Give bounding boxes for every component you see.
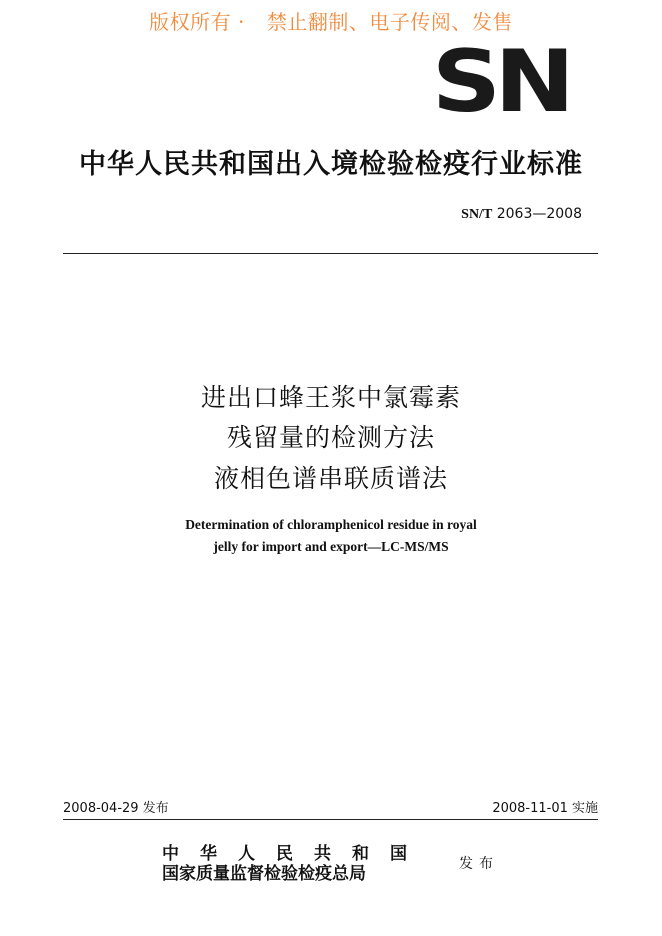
title-en-line-2: jelly for import and export—LC-MS/MS [213, 539, 449, 554]
issuer-line-1: 中华人民共和国 [162, 844, 428, 864]
sn-logo: SN [431, 32, 569, 132]
copyright-text-2: 禁止翻制、电子传阅、发售 [266, 10, 513, 34]
implementation-date: 2008-11-01 实施 [492, 801, 598, 816]
issuing-authorities [162, 844, 444, 884]
title-zh-line-1: 进出口蜂王浆中氯霉素 [200, 383, 461, 412]
standard-number [400, 206, 582, 223]
industry-standard-title: 中华人民共和国出入境检验检疫行业标准 [79, 149, 583, 180]
title-zh-line-2: 残留量的检测方法 [226, 423, 435, 452]
standard-code: SN/T [461, 207, 493, 222]
header-divider [63, 253, 598, 254]
copyright-text-1: 版权所有 · [149, 10, 245, 34]
issuer-line-2: 国家质量监督检验检疫总局 [162, 864, 366, 884]
copyright-notice [0, 6, 662, 35]
title-zh-line-3: 液相色谱串联质谱法 [213, 464, 448, 493]
issue-label: 发布 [459, 856, 499, 872]
issue-date: 2008-04-29 发布 [63, 801, 169, 816]
footer-divider [63, 819, 598, 820]
standard-year: 2063—2008 [496, 206, 582, 222]
title-en-line-1: Determination of chloramphenicol residue in royal [185, 517, 477, 532]
